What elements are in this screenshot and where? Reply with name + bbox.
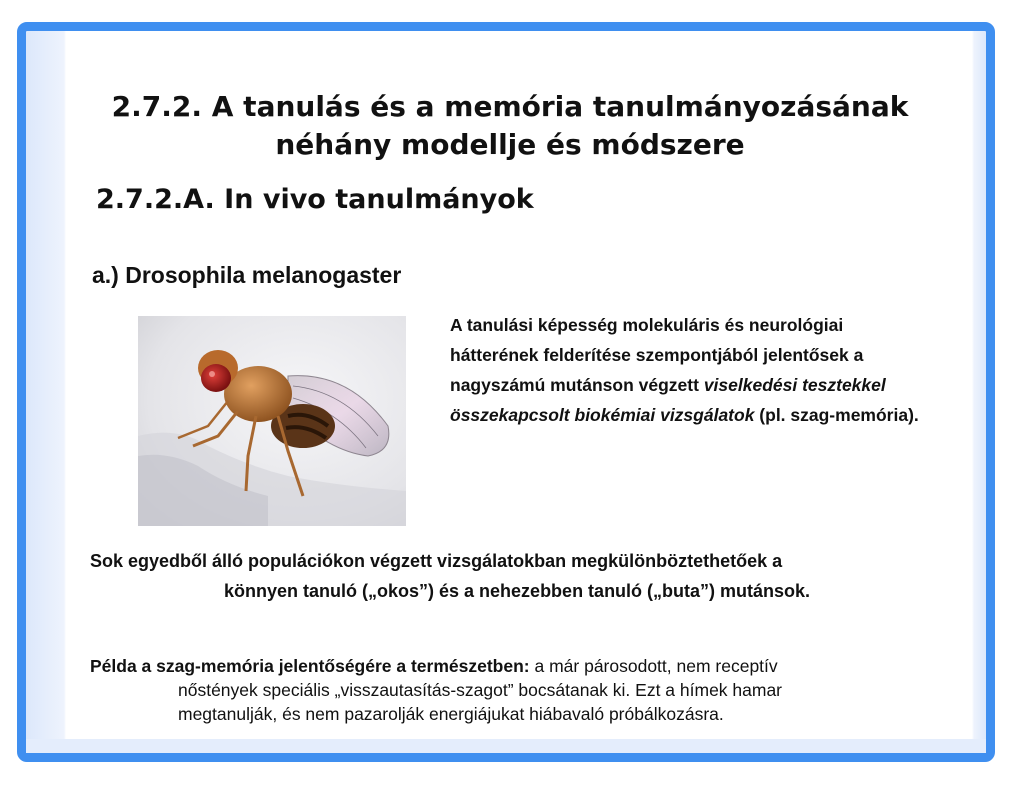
paragraph2-line1: Sok egyedből álló populációkon végzett vizsgálatokban megkülönböztethetőek a [90, 551, 783, 571]
paragraph1-text: A tanulási képesség molekuláris és neurológiai hátterének felderítése szempontjából jelentősek a nagyszámú mutánson végzett [450, 315, 864, 395]
title-line-2: néhány modellje és módszere [275, 128, 745, 161]
paragraph1-text-end: (pl. szag-memória). [754, 405, 919, 425]
paragraph3-line1: a már párosodott, nem receptív [529, 656, 778, 676]
drosophila-fly-photo [138, 316, 406, 526]
fly-illustration [138, 316, 406, 526]
paragraph-populations [90, 546, 930, 606]
paragraph3-lead: Példa a szag-memória jelentőségére a természetben: [90, 656, 530, 676]
paragraph-molecular-background [450, 310, 920, 430]
title-line-1: 2.7.2. A tanulás és a memória tanulmányozásának [111, 90, 909, 123]
frame-bottom-band [26, 739, 986, 753]
paragraph1-italic: viselkedési tesztekkel összekapcsolt biokémiai vizsgálatok [450, 375, 886, 425]
section-heading: a.) Drosophila melanogaster [92, 262, 402, 288]
paragraph3-line2: nőstények speciális „visszautasítás-szagot” bocsátanak ki. Ezt a hímek hamar [178, 680, 783, 700]
slide-subtitle: 2.7.2.A. In vivo tanulmányok [96, 184, 534, 215]
slide-title [30, 88, 990, 164]
paragraph2-line2: könnyen tanuló („okos”) és a nehezebben tanuló („buta”) mutánsok. [224, 581, 811, 601]
paragraph3-line3: megtanulják, és nem pazarolják energiájukat hiábavaló próbálkozásra. [178, 704, 724, 724]
paragraph-smell-memory-example [90, 654, 930, 726]
